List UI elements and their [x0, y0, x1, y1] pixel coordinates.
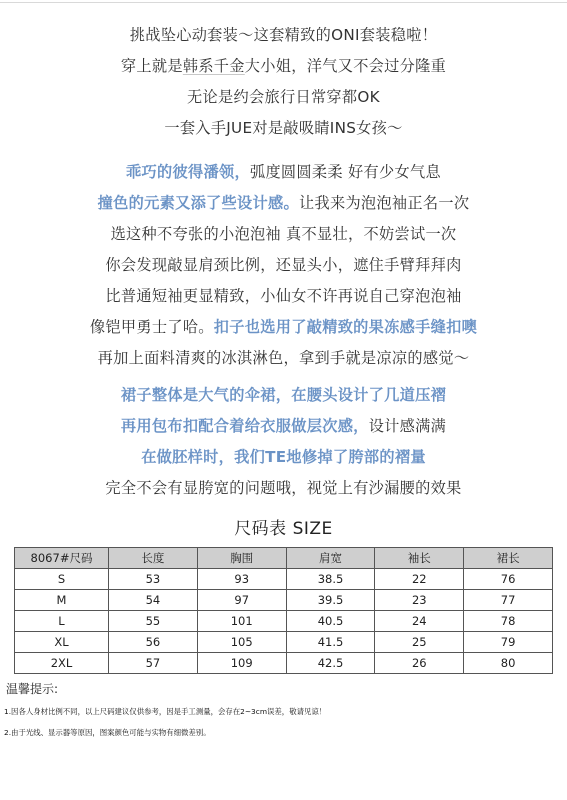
intro-line-2-text: 穿上就是: [120, 57, 183, 75]
header-cell: 裙长: [464, 548, 553, 569]
section2-line-1: [0, 157, 567, 188]
intro-line-2-text-end: 大小姐，洋气又不会过分隆重: [244, 57, 447, 75]
value-cell: 22: [375, 569, 464, 590]
value-cell: 78: [464, 611, 553, 632]
value-cell: 57: [109, 653, 198, 674]
size-chart-title: 尺码表 SIZE: [234, 519, 333, 539]
section3-line-2: [0, 411, 567, 442]
section2-line-3: 选这种不夸张的小泡泡袖 真不显壮，不妨尝试一次: [110, 225, 457, 243]
value-cell: 101: [197, 611, 286, 632]
value-cell: 109: [197, 653, 286, 674]
highlight-text: 扣子也选用了敲精致的果冻感手缝扣噢: [213, 318, 478, 336]
value-cell: 24: [375, 611, 464, 632]
value-cell: 76: [464, 569, 553, 590]
value-cell: 41.5: [286, 632, 375, 653]
value-cell: 97: [197, 590, 286, 611]
value-cell: 105: [197, 632, 286, 653]
highlight-text: 再用包布扣配合着给衣服做层次感，: [120, 417, 369, 435]
notice-item-1: 1.因各人身材比例不同，以上尺码建议仅供参考，因是手工测量，会存在2~3cm误差，敬请见谅！: [4, 707, 327, 716]
value-cell: 53: [109, 569, 198, 590]
size-cell: M: [15, 590, 109, 611]
intro-line-2: [0, 51, 567, 82]
section2-line-6: [0, 312, 567, 343]
value-cell: 42.5: [286, 653, 375, 674]
size-cell: XL: [15, 632, 109, 653]
intro-paragraph: [0, 20, 567, 144]
header-cell: 肩宽: [286, 548, 375, 569]
section2-line-6-text: 像铠甲勇士了哈。: [89, 318, 214, 336]
table-row: [15, 611, 553, 632]
intro-line-1: 挑战坠心动套装～这套精致的ONI套装稳啦！: [129, 26, 438, 44]
value-cell: 79: [464, 632, 553, 653]
collar-sleeve-paragraph: [0, 157, 567, 374]
section3-line-4: 完全不会有显胯宽的问题哦，视觉上有沙漏腰的效果: [105, 479, 462, 497]
header-cell: 长度: [109, 548, 198, 569]
value-cell: 40.5: [286, 611, 375, 632]
intro-line-3: 无论是约会旅行日常穿都OK: [187, 88, 380, 106]
notice-item-2: 2.由于光线、显示器等原因，图案颜色可能与实物有细微差别。: [4, 728, 211, 737]
value-cell: 26: [375, 653, 464, 674]
highlight-text: 乖巧的彼得潘领，: [126, 163, 250, 181]
value-cell: 39.5: [286, 590, 375, 611]
section2-line-7: 再加上面料清爽的冰淇淋色，拿到手就是凉凉的感觉～: [97, 349, 470, 367]
section3-line-3: 在做胚样时，我们TE地修掉了胯部的褶量: [141, 448, 426, 466]
value-cell: 54: [109, 590, 198, 611]
value-cell: 23: [375, 590, 464, 611]
table-row: [15, 653, 553, 674]
value-cell: 93: [197, 569, 286, 590]
section2-line-2-text: 让我来为泡泡袖正名一次: [298, 194, 470, 212]
table-row: [15, 569, 553, 590]
section2-line-2: [0, 188, 567, 219]
section2-line-5: 比普通短袖更显精致，小仙女不许再说自己穿泡泡袖: [105, 287, 462, 305]
section3-line-2-text: 设计感满满: [368, 417, 447, 435]
value-cell: 56: [109, 632, 198, 653]
value-cell: 80: [464, 653, 553, 674]
notice-title: 温馨提示:: [6, 682, 59, 696]
value-cell: 77: [464, 590, 553, 611]
value-cell: 25: [375, 632, 464, 653]
section2-line-4: 你会发现敲显肩颈比例，还显头小，遮住手臂拜拜肉: [105, 256, 462, 274]
size-cell: S: [15, 569, 109, 590]
size-chart-table: [14, 547, 553, 674]
highlight-text: 撞色的元素又添了些设计感。: [97, 194, 299, 212]
size-chart-header-row: [15, 548, 553, 569]
intro-line-4: 一套入手JUE对是敲吸睛INS女孩～: [164, 119, 403, 137]
value-cell: 55: [109, 611, 198, 632]
header-cell: 8067#尺码: [15, 548, 109, 569]
header-cell: 胸围: [197, 548, 286, 569]
header-cell: 袖长: [375, 548, 464, 569]
skirt-paragraph: [0, 380, 567, 504]
value-cell: 38.5: [286, 569, 375, 590]
size-cell: 2XL: [15, 653, 109, 674]
top-divider: [0, 2, 567, 3]
section2-line-1-text: 弧度圆圆柔柔 好有少女气息: [249, 163, 441, 181]
table-row: [15, 590, 553, 611]
size-cell: L: [15, 611, 109, 632]
section3-line-1: 裙子整体是大气的伞裙，在腰头设计了几道压褶: [120, 386, 447, 404]
table-row: [15, 632, 553, 653]
underlined-phrase: 韩系千金: [182, 57, 245, 75]
notice-section: [6, 680, 326, 747]
